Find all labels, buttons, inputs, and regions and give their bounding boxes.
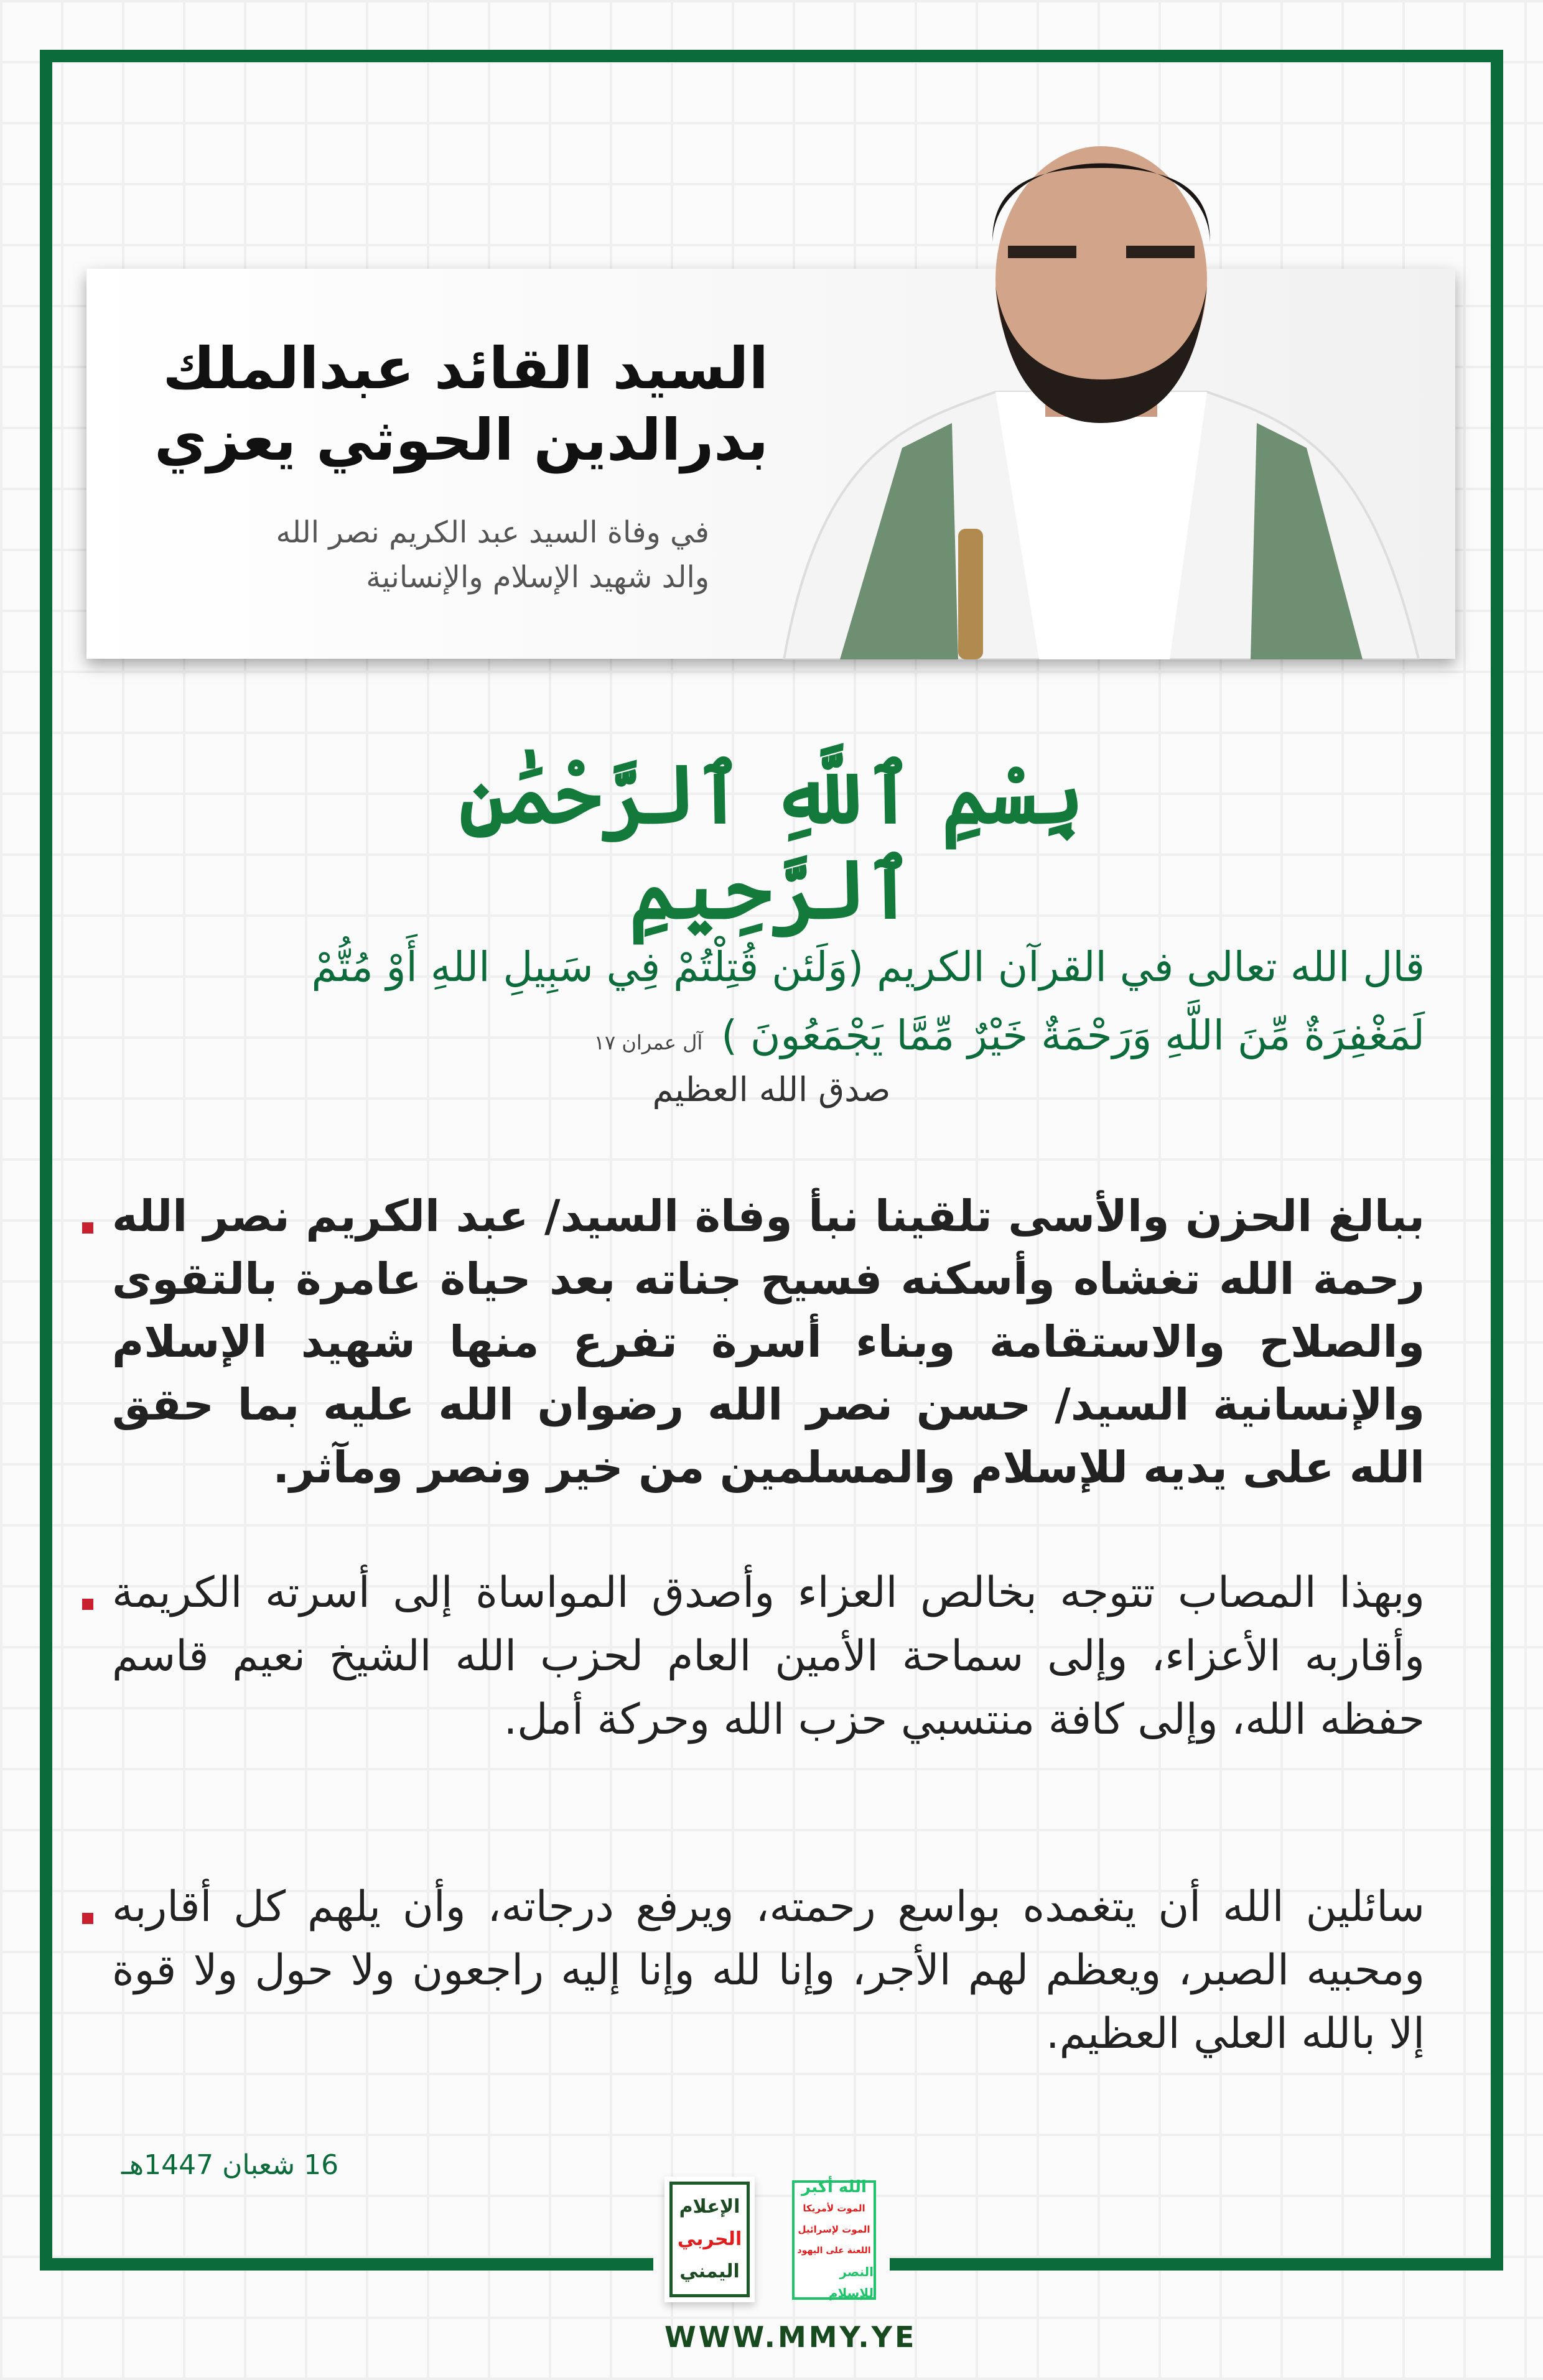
slogan-logo [792,2180,876,2300]
slogan-text: النصر للإسلام [828,2264,874,2300]
slogan-text: اللعنة على اليهود [797,2246,871,2256]
paragraph-3: سائلين الله أن يتغمده بواسع رحمته، ويرفع درجاته، وأن يلهم كل أقاربه ومحبيه الصبر، ويعظم لهم الأجر، وإنا لله وإنا إليه راجعون ولا حول ولا قوة إلا بالله العلي العظيم. [112,1882,1425,2058]
title-line-2: بدرالدين الحوثي يعزي [154,407,768,473]
slogan-text: الله أكبر [801,2178,867,2196]
quran-verse [87,933,1425,1077]
paragraph-2: وبهذا المصاب تتوجه بخالص العزاء وأصدق المواساة إلى أسرته الكريمة وأقاربه الأعزاء، وإلى سماحة الأمين العام لحزب الله الشيخ نعيم قاسم حفظه الله، وإلى كافة منتسبي حزب الله وحركة أمل. [112,1568,1425,1744]
title-line-1: السيد القائد عبدالملك [162,335,768,402]
logo-text: الإعلام [679,2196,740,2218]
website-url: WWW.MMY.YE [664,2320,917,2354]
subtitle-line-1: في وفاة السيد عبد الكريم نصر الله [276,515,709,550]
verse-line-1: قال الله تعالى في القرآن الكريم (وَلَئن قُتِلْتُمْ فِي سَبِيلِ اللهِ أَوْ مُتُّمْ [311,943,1425,991]
bullet-icon [82,1222,93,1234]
subtitle-line-2: والد شهيد الإسلام والإنسانية [366,560,709,595]
bullet-icon [82,1599,93,1610]
portrait-photo [747,100,1456,659]
paragraph-1: ببالغ الحزن والأسى تلقينا نبأ وفاة السيد/ عبد الكريم نصر الله رحمة الله تغشاه وأسكنه فسيح جناته بعد حياة عامرة بالتقوى والصلاح والاستقامة وبناء أسرة تفرع منها شهيد الإسلام والإنسانية السيد/ حسن نصر الله رضوان الله عليه بما حقق الله على يديه للإسلام والمسلمين من خير ونصر ومآثر. [112,1191,1425,1493]
verse-closing: صدق الله العظيم [652,1070,891,1109]
page-title [154,333,768,476]
basmala-calligraphy: بِسْمِ ٱللَّهِ ٱلرَّحْمَٰنِ ٱلرَّحِيمِ [459,746,1084,937]
verse-line-2: لَمَغْفِرَةٌ مِّنَ اللَّهِ وَرَحْمَةٌ خَيْرٌ مِّمَّا يَجْمَعُونَ ) [721,1011,1425,1059]
slogan-text: الموت لأمريكا [803,2203,865,2214]
hijri-date: 16 شعبان 1447هـ [121,2149,339,2181]
logo-text: الحربي [677,2228,742,2250]
page-subtitle [276,510,710,600]
slogan-text: الموت لإسرائيل [798,2224,870,2235]
logo-text: اليمني [679,2261,740,2282]
verse-reference: آل عمران ١٧ [594,1031,703,1054]
military-media-logo [664,2177,755,2302]
bullet-icon [82,1913,93,1924]
